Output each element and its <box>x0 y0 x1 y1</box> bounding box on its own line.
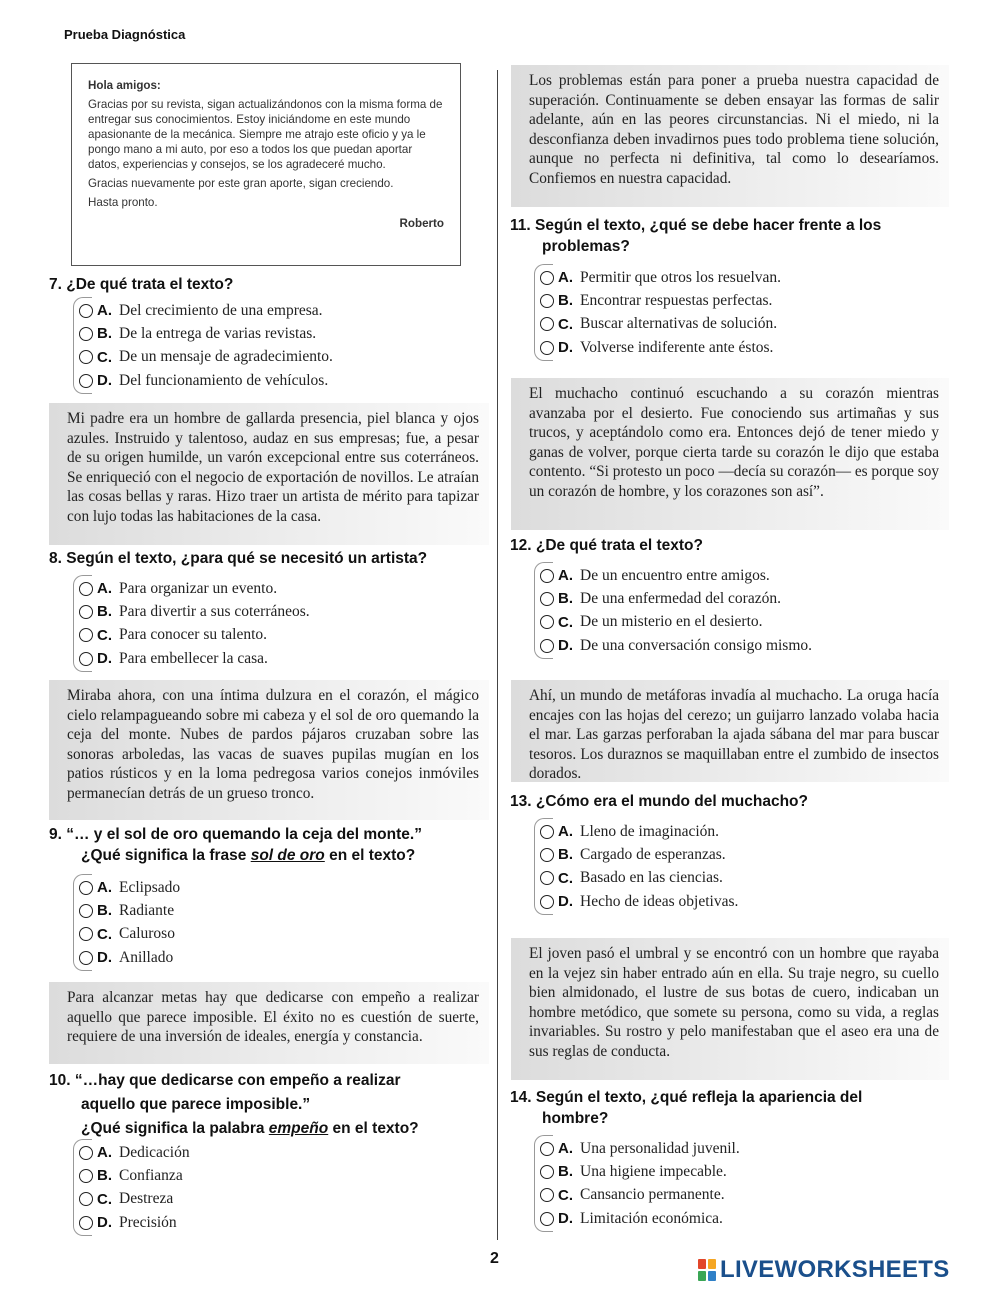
option-letter: D. <box>97 949 112 967</box>
option-text: De un misterio en el desierto. <box>580 613 763 631</box>
answer-option-a[interactable] <box>79 577 310 600</box>
letter-box <box>71 63 461 266</box>
answer-option-d[interactable] <box>540 890 738 913</box>
question-10-line3 <box>49 1117 419 1141</box>
option-letter: A. <box>558 823 573 841</box>
option-text: Caluroso <box>119 925 175 943</box>
option-text: Precisión <box>119 1213 177 1231</box>
option-text: Para divertir a sus coterráneos. <box>119 602 310 620</box>
answer-option-d[interactable] <box>79 369 333 392</box>
option-text: De la entrega de varias revistas. <box>119 324 317 342</box>
radio-button-icon[interactable] <box>79 881 93 895</box>
answer-option-d[interactable] <box>79 1211 190 1234</box>
option-letter: D. <box>97 372 112 390</box>
question-11-line1: 11. Según el texto, ¿qué se debe hacer frente a los <box>510 217 882 234</box>
letter-paragraph: Hasta pronto. <box>88 196 158 209</box>
answer-option-c[interactable] <box>79 624 310 647</box>
answer-option-a[interactable] <box>540 820 738 843</box>
answer-option-b[interactable] <box>540 587 812 610</box>
option-letter: D. <box>558 1210 573 1228</box>
reading-passage-8: Mi padre era un hombre de gallarda presencia, piel blanca y ojos azules. Instruido y talentoso, audaz en sus empresas; fue, a pesar de su origen humilde, un varón excepcional entre sus coterráneos. Se enriqueció con el negocio de exportación de novillos. Le atraían las cosas bellas y raras. Hizo traer un artista de mérito para tapizar con lujo todas las habitaciones de la casa. <box>49 403 489 545</box>
question-8: 8. Según el texto, ¿para qué se necesitó un artista? <box>49 550 428 567</box>
answer-option-b[interactable] <box>79 899 180 922</box>
option-text: Eclipsado <box>119 878 181 896</box>
radio-button-icon[interactable] <box>540 317 554 331</box>
option-text: Para conocer su talento. <box>119 626 268 644</box>
answer-option-d[interactable] <box>79 946 180 969</box>
option-text: Lleno de imaginación. <box>580 822 720 840</box>
radio-button-icon[interactable] <box>79 1192 93 1206</box>
answer-option-c[interactable] <box>540 1184 740 1207</box>
answer-option-d[interactable] <box>540 336 781 359</box>
question-13-options <box>540 820 738 913</box>
radio-button-icon[interactable] <box>540 1188 554 1202</box>
radio-button-icon[interactable] <box>540 825 554 839</box>
radio-button-icon[interactable] <box>79 652 93 666</box>
option-text: Permitir que otros los resuelvan. <box>580 268 782 286</box>
option-letter: C. <box>558 315 573 333</box>
logo-text: LIVEWORKSHEETS <box>720 1256 950 1283</box>
option-letter: A. <box>97 1144 112 1162</box>
option-text: De una conversación consigo mismo. <box>580 636 813 654</box>
option-letter: A. <box>558 1140 573 1158</box>
radio-button-icon[interactable] <box>540 871 554 885</box>
radio-button-icon[interactable] <box>540 639 554 653</box>
answer-option-c[interactable] <box>540 611 812 634</box>
option-text: Del crecimiento de una empresa. <box>119 301 323 319</box>
radio-button-icon[interactable] <box>540 848 554 862</box>
question-12-options <box>540 564 812 657</box>
answer-option-d[interactable] <box>540 634 812 657</box>
option-letter: A. <box>97 302 112 320</box>
option-text: Basado en las ciencias. <box>580 869 723 887</box>
option-letter: C. <box>558 869 573 887</box>
question-10-prefix: ¿Qué significa la palabra <box>81 1120 269 1137</box>
reading-passage-13: Ahí, un mundo de metáforas invadía al muchacho. La oruga hacía encajes con las hojas del cerezo; un guijarro lanzado volaba hacia el mar. Las garzas perforaban la ajada sábana del mar para buscar tesoros. Los duraznos se maquillaban entre el zumbido de insectos dorados. <box>511 680 949 782</box>
question-10-options <box>79 1141 190 1234</box>
option-letter: B. <box>97 1167 112 1185</box>
question-12: 12. ¿De qué trata el texto? <box>510 537 703 554</box>
option-letter: D. <box>558 339 573 357</box>
radio-button-icon[interactable] <box>79 1169 93 1183</box>
page-number: 2 <box>490 1250 499 1267</box>
answer-option-c[interactable] <box>79 346 333 369</box>
question-14-line2: hombre? <box>542 1110 609 1127</box>
radio-button-icon[interactable] <box>79 582 93 596</box>
radio-button-icon[interactable] <box>79 1146 93 1160</box>
option-letter: D. <box>97 1214 112 1232</box>
option-letter: C. <box>97 925 112 943</box>
answer-option-c[interactable] <box>540 313 781 336</box>
option-letter: A. <box>97 879 112 897</box>
option-letter: B. <box>558 590 573 608</box>
answer-option-a[interactable] <box>540 564 812 587</box>
reading-passage-11: Los problemas están para poner a prueba nuestra capacidad de superación. Continuamente se deben ensayar las formas de salir adelante, aún en las peores circunstancias. Ni el miedo, ni la desconfianza deben invadirnos pues todo problema tiene solución, aunque no perfecta ni definitiva, tal como lo desearíamos. Confiemos en nuestra capacidad. <box>511 65 949 207</box>
option-text: Para embellecer la casa. <box>119 649 268 667</box>
radio-button-icon[interactable] <box>540 1142 554 1156</box>
column-divider <box>497 70 498 1240</box>
question-9-options <box>79 876 180 969</box>
option-text: Una higiene impecable. <box>580 1162 727 1180</box>
radio-button-icon[interactable] <box>79 374 93 388</box>
question-10-line2: aquello que parece imposible.” <box>81 1096 311 1113</box>
answer-option-b[interactable] <box>540 289 781 312</box>
answer-option-a[interactable] <box>540 1137 740 1160</box>
option-letter: C. <box>97 626 112 644</box>
answer-option-b[interactable] <box>540 843 738 866</box>
answer-option-c[interactable] <box>79 923 180 946</box>
option-letter: D. <box>97 650 112 668</box>
option-text: Dedicación <box>119 1143 190 1161</box>
option-letter: C. <box>558 613 573 631</box>
liveworksheets-logo <box>698 1256 950 1284</box>
option-letter: D. <box>558 637 573 655</box>
radio-button-icon[interactable] <box>79 904 93 918</box>
question-7-options <box>79 299 333 392</box>
option-text: Hecho de ideas objetivas. <box>580 892 739 910</box>
answer-option-d[interactable] <box>79 647 310 670</box>
option-letter: C. <box>558 1186 573 1204</box>
reading-passage-12: El muchacho continuó escuchando a su corazón mientras avanzaba por el desierto. Fue conociendo sus artimañas y sus trucos, y aceptándolo como era. Entonces dejó de tener miedo y ganas de volver, porque cierta tarde su corazón le dijo que estaba contento. “Si protesto un poco —decía su corazón— es porque soy un corazón de hombre, y los corazones son así”. <box>511 378 949 530</box>
radio-button-icon[interactable] <box>79 628 93 642</box>
answer-option-a[interactable] <box>79 876 180 899</box>
option-text: Del funcionamiento de vehículos. <box>119 371 329 389</box>
option-letter: A. <box>97 580 112 598</box>
radio-button-icon[interactable] <box>540 294 554 308</box>
option-text: Destreza <box>119 1190 174 1208</box>
option-letter: D. <box>558 893 573 911</box>
answer-option-c[interactable] <box>79 1188 190 1211</box>
radio-button-icon[interactable] <box>540 615 554 629</box>
page-header-title: Prueba Diagnóstica <box>64 27 186 42</box>
option-text: Para organizar un evento. <box>119 579 278 597</box>
reading-passage-14: El joven pasó el umbral y se encontró con un hombre que rayaba en la vejez sin haber entrado aún en ella. Su traje negro, su cuello bien almidonado, el lustre de sus botas de cuero, indicaban un hombre metódico, que somete su persona, como su vida, a reglas invariables. Su rostro y pelo manifestaban que el aseo era una de sus reglas de conducta. <box>511 938 949 1080</box>
answer-option-b[interactable] <box>79 322 333 345</box>
option-letter: B. <box>558 292 573 310</box>
question-10-line1: 10. “…hay que dedicarse con empeño a realizar <box>49 1072 401 1089</box>
letter-signature: Roberto <box>399 217 444 230</box>
option-letter: C. <box>97 1190 112 1208</box>
question-9-suffix: en el texto? <box>324 847 416 864</box>
question-14 <box>510 1087 862 1129</box>
answer-option-a[interactable] <box>540 266 781 289</box>
radio-button-icon[interactable] <box>540 341 554 355</box>
option-text: De un mensaje de agradecimiento. <box>119 348 333 366</box>
question-7: 7. ¿De qué trata el texto? <box>49 276 234 293</box>
answer-option-d[interactable] <box>540 1207 740 1230</box>
radio-button-icon[interactable] <box>79 327 93 341</box>
radio-button-icon[interactable] <box>540 895 554 909</box>
question-10 <box>49 1069 419 1141</box>
question-9 <box>49 824 422 866</box>
radio-button-icon[interactable] <box>79 605 93 619</box>
option-letter: B. <box>558 846 573 864</box>
option-text: De una enfermedad del corazón. <box>580 589 781 607</box>
answer-option-b[interactable] <box>79 1164 190 1187</box>
reading-passage-10: Para alcanzar metas hay que dedicarse con empeño a realizar aquello que parece imposible. El éxito no es cuestión de suerte, requiere de una inversión de ideales, energía y constancia. <box>49 982 489 1064</box>
logo-mark-icon <box>698 1259 716 1281</box>
option-text: Anillado <box>119 948 174 966</box>
letter-paragraph: Gracias por su revista, sigan actualizándonos con la misma forma de entregar sus conocimientos. Estoy iniciándome en este mundo apasionante de la mecánica. Siempre me atrajo este oficio y ya le pongo mano a mi auto, por eso a todos los que puedan aportar datos, experiencias y consejos, se los agradeceré mucho. <box>88 98 443 171</box>
radio-button-icon[interactable] <box>540 569 554 583</box>
radio-button-icon[interactable] <box>540 271 554 285</box>
option-text: Confianza <box>119 1166 183 1184</box>
question-14-options <box>540 1137 740 1230</box>
question-11-line2: problemas? <box>542 238 630 255</box>
question-9-prefix: ¿Qué significa la frase <box>81 847 251 864</box>
option-letter: A. <box>558 567 573 585</box>
question-9-emphasis: sol de oro <box>250 847 325 864</box>
question-9-line1: 9. “… y el sol de oro quemando la ceja del monte.” <box>49 826 422 843</box>
option-text: Encontrar respuestas perfectas. <box>580 291 773 309</box>
option-letter: B. <box>97 325 112 343</box>
radio-button-icon[interactable] <box>79 927 93 941</box>
option-letter: C. <box>97 348 112 366</box>
option-letter: B. <box>558 1163 573 1181</box>
radio-button-icon[interactable] <box>79 951 93 965</box>
radio-button-icon[interactable] <box>79 1216 93 1230</box>
option-text: Buscar alternativas de solución. <box>580 315 778 333</box>
option-letter: B. <box>97 603 112 621</box>
radio-button-icon[interactable] <box>540 1165 554 1179</box>
option-text: Cansancio permanente. <box>580 1186 725 1204</box>
question-8-options <box>79 577 310 670</box>
radio-button-icon[interactable] <box>79 304 93 318</box>
radio-button-icon[interactable] <box>79 350 93 364</box>
option-text: De un encuentro entre amigos. <box>580 566 770 584</box>
letter-paragraph: Gracias nuevamente por este gran aporte, sigan creciendo. <box>88 177 394 190</box>
option-text: Limitación económica. <box>580 1209 723 1227</box>
question-10-emphasis: empeño <box>268 1120 329 1137</box>
question-9-line2 <box>49 845 422 866</box>
option-text: Volverse indiferente ante éstos. <box>580 338 774 356</box>
option-letter: B. <box>97 902 112 920</box>
answer-option-c[interactable] <box>540 867 738 890</box>
reading-passage-9: Miraba ahora, con una íntima dulzura en el corazón, el mágico cielo relampagueando sobre mi cabeza y el sol de oro quemando la ceja del monte. Nubes de pardos pájaros cruzaban sobre las sonoras arboledas, las vacas de suaves pupilas mugían en los patios rústicos y en la loma pedregosa varios conejos inmóviles permanecían detrás de un grueso tronco. <box>49 680 489 820</box>
question-10-suffix: en el texto? <box>328 1120 419 1137</box>
question-11 <box>510 215 881 257</box>
question-13: 13. ¿Cómo era el mundo del muchacho? <box>510 793 808 810</box>
question-14-line1: 14. Según el texto, ¿qué refleja la apariencia del <box>510 1089 863 1106</box>
answer-option-b[interactable] <box>79 600 310 623</box>
option-text: Radiante <box>119 901 175 919</box>
answer-option-a[interactable] <box>79 299 333 322</box>
option-letter: A. <box>558 269 573 287</box>
answer-option-b[interactable] <box>540 1160 740 1183</box>
answer-option-a[interactable] <box>79 1141 190 1164</box>
option-text: Cargado de esperanzas. <box>580 845 726 863</box>
question-11-options <box>540 266 781 359</box>
radio-button-icon[interactable] <box>540 592 554 606</box>
option-text: Una personalidad juvenil. <box>580 1139 740 1157</box>
letter-greeting: Hola amigos: <box>88 79 161 92</box>
radio-button-icon[interactable] <box>540 1212 554 1226</box>
